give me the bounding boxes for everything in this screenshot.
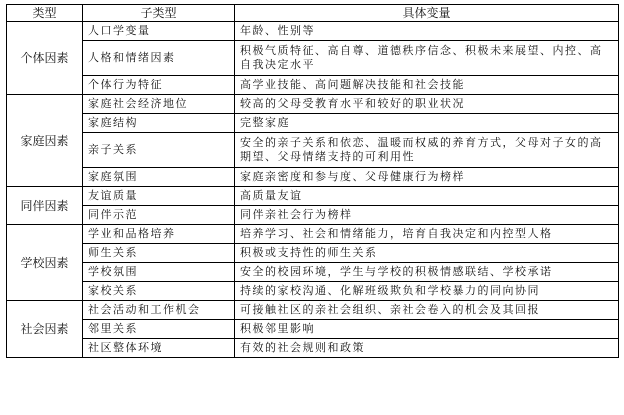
- header-variable: 具体变量: [235, 5, 619, 22]
- variable-cell: 年龄、性别等: [235, 22, 619, 41]
- header-type: 类型: [7, 5, 83, 22]
- subtype-cell: 家庭社会经济地位: [83, 95, 235, 114]
- variable-cell: 高质量友谊: [235, 187, 619, 206]
- header-row: [7, 5, 619, 22]
- variable-cell: 持续的家校沟通、化解班级欺负和学校暴力的同向协同: [235, 282, 619, 301]
- header-subtype: 子类型: [83, 5, 235, 22]
- table-row: [7, 114, 619, 133]
- subtype-cell: 同伴示范: [83, 206, 235, 225]
- category-cell: 同伴因素: [7, 187, 83, 225]
- subtype-cell: 邻里关系: [83, 320, 235, 339]
- subtype-cell: 人格和情绪因素: [83, 41, 235, 76]
- variable-cell: 家庭亲密度和参与度、父母健康行为榜样: [235, 168, 619, 187]
- protective-factors-table: [6, 4, 619, 358]
- table-row: [7, 339, 619, 358]
- variable-cell: 积极邻里影响: [235, 320, 619, 339]
- table-row: [7, 95, 619, 114]
- table-row: [7, 76, 619, 95]
- subtype-cell: 友谊质量: [83, 187, 235, 206]
- table-row: [7, 282, 619, 301]
- subtype-cell: 社会活动和工作机会: [83, 301, 235, 320]
- variable-cell: 有效的社会规则和政策: [235, 339, 619, 358]
- subtype-cell: 社区整体环境: [83, 339, 235, 358]
- variable-cell: 高学业技能、高问题解决技能和社会技能: [235, 76, 619, 95]
- category-cell: 家庭因素: [7, 95, 83, 187]
- category-cell: 社会因素: [7, 301, 83, 358]
- category-cell: 学校因素: [7, 225, 83, 301]
- variable-cell: 安全的校园环境，学生与学校的积极情感联结、学校承诺: [235, 263, 619, 282]
- table-row: [7, 244, 619, 263]
- variable-cell: 可接触社区的亲社会组织、亲社会卷入的机会及其回报: [235, 301, 619, 320]
- subtype-cell: 个体行为特征: [83, 76, 235, 95]
- variable-cell: 培养学习、社会和情绪能力，培育自我决定和内控型人格: [235, 225, 619, 244]
- table-row: [7, 263, 619, 282]
- subtype-cell: 师生关系: [83, 244, 235, 263]
- table-row: [7, 320, 619, 339]
- subtype-cell: 家校关系: [83, 282, 235, 301]
- table-row: [7, 187, 619, 206]
- variable-cell: 积极气质特征、高自尊、道德秩序信念、积极未来展望、内控、高自我决定水平: [235, 41, 619, 76]
- category-cell: 个体因素: [7, 22, 83, 95]
- subtype-cell: 人口学变量: [83, 22, 235, 41]
- subtype-cell: 家庭氛围: [83, 168, 235, 187]
- subtype-cell: 家庭结构: [83, 114, 235, 133]
- variable-cell: 较高的父母受教育水平和较好的职业状况: [235, 95, 619, 114]
- subtype-cell: 学校氛围: [83, 263, 235, 282]
- subtype-cell: 学业和品格培养: [83, 225, 235, 244]
- table-row: [7, 206, 619, 225]
- table-row: [7, 225, 619, 244]
- table-row: [7, 168, 619, 187]
- table-row: [7, 41, 619, 76]
- variable-cell: 积极或支持性的师生关系: [235, 244, 619, 263]
- table-row: [7, 133, 619, 168]
- subtype-cell: 亲子关系: [83, 133, 235, 168]
- table-row: [7, 301, 619, 320]
- variable-cell: 同伴亲社会行为榜样: [235, 206, 619, 225]
- variable-cell: 完整家庭: [235, 114, 619, 133]
- variable-cell: 安全的亲子关系和依恋、温暖而权威的养育方式，父母对子女的高期望、父母情绪支持的可利用性: [235, 133, 619, 168]
- table-row: [7, 22, 619, 41]
